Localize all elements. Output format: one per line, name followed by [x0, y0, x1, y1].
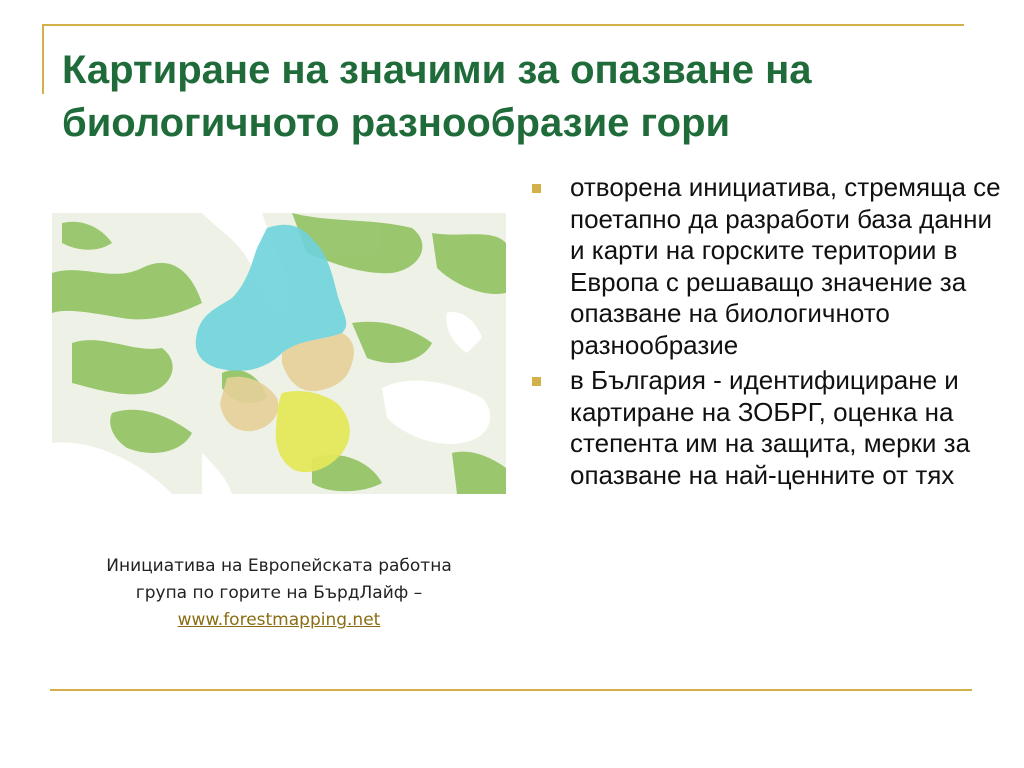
bullet-text: в България - идентифициране и картиране на ЗОБРГ, оценка на степента им на защита, мерки за опазване на най-ценните от тях [570, 365, 971, 490]
bullet-list [532, 172, 1002, 495]
europe-forest-map [52, 213, 506, 494]
left-rule [42, 24, 44, 94]
caption-line-2: група по горите на БърдЛайф – [135, 583, 423, 603]
square-bullet-icon [532, 377, 541, 386]
map-caption [52, 553, 506, 634]
square-bullet-icon [532, 184, 541, 193]
bottom-rule [50, 689, 972, 691]
forestmapping-link[interactable]: www.forestmapping.net [177, 610, 381, 630]
bullet-item [532, 365, 1002, 491]
slide-title: Картиране на значими за опазване на биологичното разнообразие гори [62, 48, 812, 145]
bullet-text: отворена инициатива, стремяща се поетапно да разработи база данни и карти на горските територии в Европа с решаващо значение за опазване на биологичното разнообразие [570, 172, 1001, 360]
caption-line-1: Инициатива на Европейската работна [106, 556, 452, 576]
top-rule [42, 24, 964, 26]
bullet-item [532, 172, 1002, 361]
